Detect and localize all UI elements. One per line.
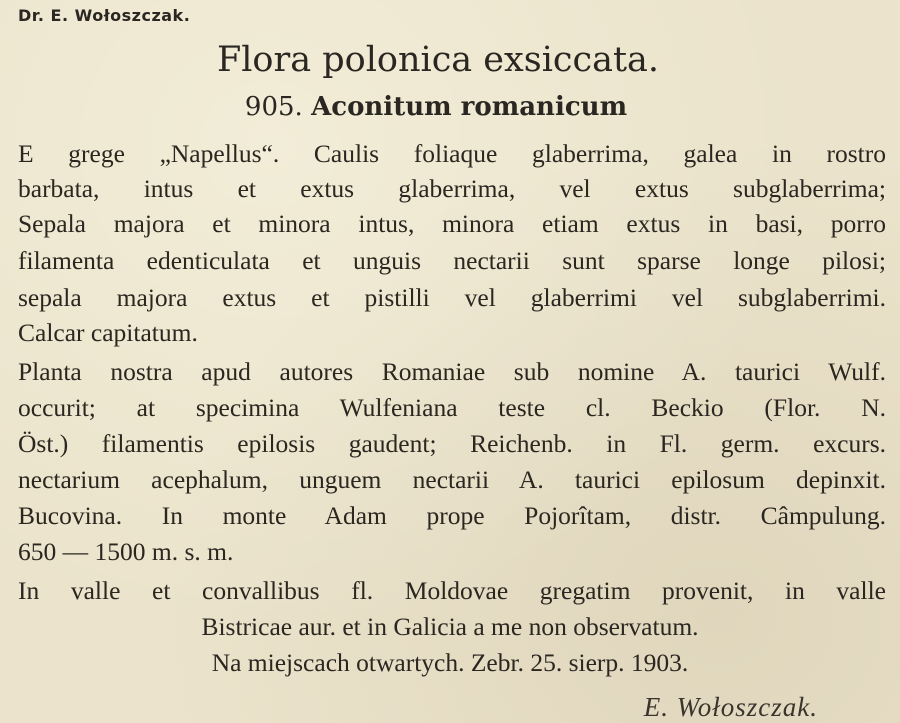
series-title: Flora polonica exsiccata. [216, 40, 660, 80]
locality-line: Bucovina. In monte Adam prope Pojorîtam, distr. Câmpulung. [18, 501, 886, 530]
habitat-line: In valle et convallibus fl. Moldovae gregatim provenit, in valle [18, 576, 886, 605]
collector-name: Dr. E. Wołoszczak. [18, 6, 191, 25]
description-line: filamenta edenticulata et unguis nectarii sunt sparse longe pilosi; [18, 246, 886, 275]
elevation-line: 650 — 1500 m. s. m. [18, 537, 234, 566]
species-name: Aconitum romanicum [311, 92, 628, 122]
notes-line: occurit; at specimina Wulfeniana teste cl. Beckio (Flor. N. [18, 393, 886, 422]
species-heading [0, 92, 886, 122]
description-line: barbata, intus et extus glaberrima, vel extus subglaberrima; [18, 174, 886, 203]
description-line: E grege „Napellus“. Caulis foliaque glaberrima, galea in rostro [18, 139, 886, 168]
description-line: sepala majora extus et pistilli vel glaberrimi vel subglaberrimi. [18, 283, 886, 312]
notes-line: Öst.) filamentis epilosis gaudent; Reichenb. in Fl. germ. excurs. [18, 429, 886, 458]
notes-line: nectarium acephalum, unguem nectarii A. taurici epilosum depinxit. [18, 465, 886, 494]
description-line: Calcar capitatum. [18, 318, 198, 347]
collection-date-line: Na miejscach otwartych. Zebr. 25. sierp. 1903. [211, 648, 689, 677]
description-line: Sepala majora et minora intus, minora etiam extus in basi, porro [18, 209, 886, 238]
habitat-line-2: Bistricae aur. et in Galicia a me non observatum. [201, 612, 699, 641]
collector-signature: E. Wołoszczak. [643, 692, 818, 722]
notes-line: Planta nostra apud autores Romaniae sub nomine A. taurici Wulf. [18, 357, 886, 386]
specimen-number: 905. [244, 92, 303, 122]
